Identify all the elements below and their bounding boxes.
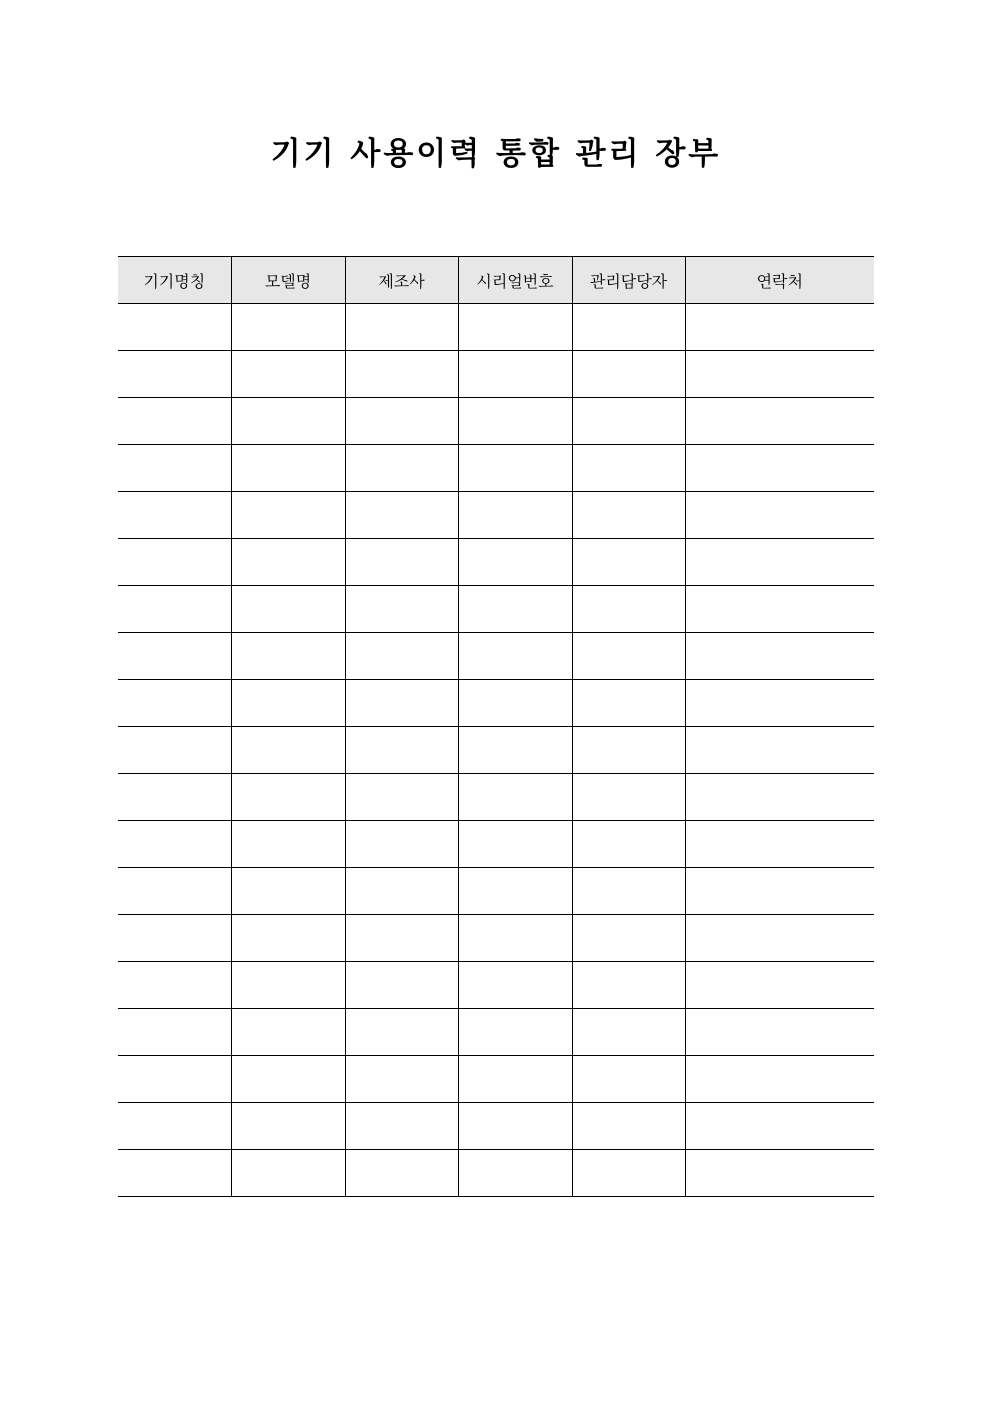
cell-device-name[interactable] xyxy=(118,586,231,633)
cell-device-name[interactable] xyxy=(118,774,231,821)
cell-device-name[interactable] xyxy=(118,445,231,492)
cell-manager[interactable] xyxy=(572,727,685,774)
cell-contact[interactable] xyxy=(685,727,874,774)
cell-manager[interactable] xyxy=(572,680,685,727)
cell-manager[interactable] xyxy=(572,774,685,821)
cell-contact[interactable] xyxy=(685,821,874,868)
cell-contact[interactable] xyxy=(685,868,874,915)
cell-contact[interactable] xyxy=(685,1009,874,1056)
column-header-manager: 관리담당자 xyxy=(572,257,685,304)
cell-serial-number[interactable] xyxy=(458,868,572,915)
table-body xyxy=(118,304,874,1197)
cell-device-name[interactable] xyxy=(118,915,231,962)
cell-model-name[interactable] xyxy=(231,539,345,586)
table-row xyxy=(118,398,874,445)
cell-contact[interactable] xyxy=(685,398,874,445)
cell-contact[interactable] xyxy=(685,586,874,633)
table-row xyxy=(118,727,874,774)
cell-model-name[interactable] xyxy=(231,1009,345,1056)
cell-contact[interactable] xyxy=(685,915,874,962)
cell-contact[interactable] xyxy=(685,539,874,586)
cell-manufacturer[interactable] xyxy=(345,727,458,774)
cell-serial-number[interactable] xyxy=(458,398,572,445)
cell-device-name[interactable] xyxy=(118,727,231,774)
cell-serial-number[interactable] xyxy=(458,586,572,633)
cell-device-name[interactable] xyxy=(118,398,231,445)
cell-manufacturer[interactable] xyxy=(345,586,458,633)
cell-device-name[interactable] xyxy=(118,304,231,351)
cell-serial-number[interactable] xyxy=(458,1056,572,1103)
cell-model-name[interactable] xyxy=(231,586,345,633)
cell-serial-number[interactable] xyxy=(458,633,572,680)
cell-model-name[interactable] xyxy=(231,821,345,868)
cell-manufacturer[interactable] xyxy=(345,962,458,1009)
cell-serial-number[interactable] xyxy=(458,821,572,868)
cell-manufacturer[interactable] xyxy=(345,445,458,492)
cell-contact[interactable] xyxy=(685,445,874,492)
device-ledger-table xyxy=(118,256,874,1197)
page-title: 기기 사용이력 통합 관리 장부 xyxy=(270,136,722,172)
cell-manager[interactable] xyxy=(572,586,685,633)
cell-manufacturer[interactable] xyxy=(345,351,458,398)
cell-manager[interactable] xyxy=(572,1103,685,1150)
cell-contact[interactable] xyxy=(685,304,874,351)
cell-manager[interactable] xyxy=(572,492,685,539)
cell-model-name[interactable] xyxy=(231,727,345,774)
cell-serial-number[interactable] xyxy=(458,962,572,1009)
cell-contact[interactable] xyxy=(685,351,874,398)
cell-device-name[interactable] xyxy=(118,1150,231,1197)
cell-manager[interactable] xyxy=(572,445,685,492)
cell-model-name[interactable] xyxy=(231,398,345,445)
cell-serial-number[interactable] xyxy=(458,774,572,821)
cell-contact[interactable] xyxy=(685,680,874,727)
cell-manager[interactable] xyxy=(572,351,685,398)
cell-serial-number[interactable] xyxy=(458,492,572,539)
cell-model-name[interactable] xyxy=(231,445,345,492)
cell-manufacturer[interactable] xyxy=(345,821,458,868)
header-row xyxy=(118,257,874,304)
cell-device-name[interactable] xyxy=(118,539,231,586)
cell-manufacturer[interactable] xyxy=(345,1103,458,1150)
column-header-contact: 연락처 xyxy=(685,257,874,304)
table-row xyxy=(118,1056,874,1103)
column-header-model-name: 모델명 xyxy=(231,257,345,304)
cell-serial-number[interactable] xyxy=(458,304,572,351)
table-row xyxy=(118,680,874,727)
cell-manufacturer[interactable] xyxy=(345,774,458,821)
cell-device-name[interactable] xyxy=(118,962,231,1009)
cell-model-name[interactable] xyxy=(231,868,345,915)
cell-device-name[interactable] xyxy=(118,821,231,868)
cell-serial-number[interactable] xyxy=(458,915,572,962)
cell-model-name[interactable] xyxy=(231,1056,345,1103)
cell-manufacturer[interactable] xyxy=(345,539,458,586)
cell-contact[interactable] xyxy=(685,492,874,539)
cell-model-name[interactable] xyxy=(231,680,345,727)
cell-contact[interactable] xyxy=(685,1056,874,1103)
column-header-serial-number: 시리얼번호 xyxy=(458,257,572,304)
cell-model-name[interactable] xyxy=(231,351,345,398)
cell-contact[interactable] xyxy=(685,962,874,1009)
cell-device-name[interactable] xyxy=(118,1009,231,1056)
cell-device-name[interactable] xyxy=(118,1103,231,1150)
table-row xyxy=(118,774,874,821)
cell-manufacturer[interactable] xyxy=(345,1150,458,1197)
cell-device-name[interactable] xyxy=(118,351,231,398)
cell-manager[interactable] xyxy=(572,1056,685,1103)
cell-contact[interactable] xyxy=(685,1103,874,1150)
cell-model-name[interactable] xyxy=(231,915,345,962)
table-row xyxy=(118,1103,874,1150)
table-row xyxy=(118,586,874,633)
table-row xyxy=(118,539,874,586)
cell-manager[interactable] xyxy=(572,821,685,868)
cell-manufacturer[interactable] xyxy=(345,1009,458,1056)
cell-device-name[interactable] xyxy=(118,868,231,915)
cell-contact[interactable] xyxy=(685,774,874,821)
cell-model-name[interactable] xyxy=(231,1103,345,1150)
cell-contact[interactable] xyxy=(685,1150,874,1197)
table-row xyxy=(118,1009,874,1056)
column-header-device-name: 기기명칭 xyxy=(118,257,231,304)
cell-manager[interactable] xyxy=(572,304,685,351)
cell-manufacturer[interactable] xyxy=(345,633,458,680)
cell-model-name[interactable] xyxy=(231,1150,345,1197)
cell-manufacturer[interactable] xyxy=(345,1056,458,1103)
cell-model-name[interactable] xyxy=(231,962,345,1009)
cell-serial-number[interactable] xyxy=(458,680,572,727)
cell-manager[interactable] xyxy=(572,915,685,962)
cell-model-name[interactable] xyxy=(231,304,345,351)
cell-serial-number[interactable] xyxy=(458,727,572,774)
table-row xyxy=(118,304,874,351)
table-row xyxy=(118,1150,874,1197)
cell-serial-number[interactable] xyxy=(458,1150,572,1197)
cell-manager[interactable] xyxy=(572,868,685,915)
cell-manufacturer[interactable] xyxy=(345,492,458,539)
cell-manager[interactable] xyxy=(572,1009,685,1056)
table-row xyxy=(118,445,874,492)
cell-manufacturer[interactable] xyxy=(345,915,458,962)
cell-manufacturer[interactable] xyxy=(345,304,458,351)
cell-serial-number[interactable] xyxy=(458,351,572,398)
cell-device-name[interactable] xyxy=(118,633,231,680)
table-row xyxy=(118,633,874,680)
table-row xyxy=(118,915,874,962)
table-row xyxy=(118,821,874,868)
table-row xyxy=(118,868,874,915)
cell-manager[interactable] xyxy=(572,1150,685,1197)
cell-manager[interactable] xyxy=(572,398,685,445)
cell-model-name[interactable] xyxy=(231,774,345,821)
cell-device-name[interactable] xyxy=(118,680,231,727)
cell-serial-number[interactable] xyxy=(458,539,572,586)
cell-model-name[interactable] xyxy=(231,633,345,680)
cell-model-name[interactable] xyxy=(231,492,345,539)
cell-manager[interactable] xyxy=(572,539,685,586)
table-row xyxy=(118,962,874,1009)
cell-serial-number[interactable] xyxy=(458,445,572,492)
cell-serial-number[interactable] xyxy=(458,1009,572,1056)
cell-manufacturer[interactable] xyxy=(345,680,458,727)
table-row xyxy=(118,492,874,539)
cell-serial-number[interactable] xyxy=(458,1103,572,1150)
column-header-manufacturer: 제조사 xyxy=(345,257,458,304)
table-row xyxy=(118,351,874,398)
cell-manufacturer[interactable] xyxy=(345,398,458,445)
cell-contact[interactable] xyxy=(685,633,874,680)
cell-manager[interactable] xyxy=(572,962,685,1009)
cell-manager[interactable] xyxy=(572,633,685,680)
cell-device-name[interactable] xyxy=(118,492,231,539)
cell-manufacturer[interactable] xyxy=(345,868,458,915)
cell-device-name[interactable] xyxy=(118,1056,231,1103)
